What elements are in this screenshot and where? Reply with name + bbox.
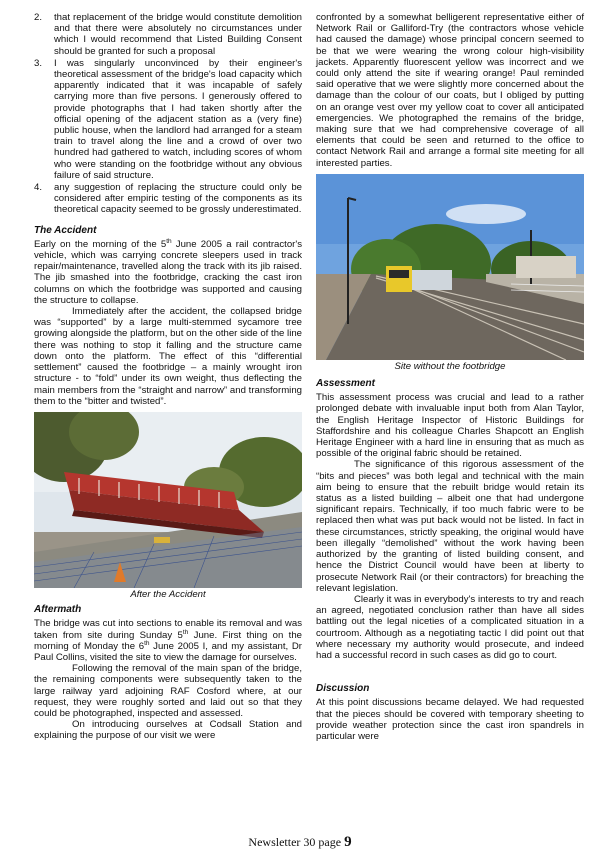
page-number: 9 [344, 834, 352, 850]
right-column [316, 12, 584, 742]
list-item: 3. I was singularly unconvinced by their engineer's theoretical assessment of the bridge's load capacity which apparently indicated that it was incapable of safely carrying more than five persons. I generously offered to provide photographs that I had taken shortly after the official opening of the adjacent station as a (very fine) public house, when the landlord had arranged for a steam train to travel along the line and a crowd of over two hundred had gathered to watch, including scores of whom who were standing on the footbridge without any obvious failure of said structure. [34, 57, 302, 181]
list-item: 2. that replacement of the bridge would constitute demolition and that there were absolutely no circumstances under which I would recommend that Listed Building Consent should be granted for such a proposal [34, 12, 302, 57]
accident-heading: The Accident [34, 224, 97, 236]
photo-caption-after-accident: After the Accident [130, 588, 206, 600]
assessment-paragraph-3: Clearly it was in everybody's interests to try and reach an agreed, negotiated conclusion rather than have all sides battling out the legal niceties of a complicated situation in a courtroom. Although as a negotiating tactic I did point out that where necessary my authority would prosecute, and indeed had a successful record in such cases as did go to court. [316, 593, 584, 661]
accident-paragraph-1: Early on the morning of the 5th June 2005 a rail contractor's vehicle, which was carrying concrete sleepers used in track repair/maintenance, travelled along the track with its jib raised. The jib smashed into the footbridge, cracking the cast iron columns on which the footbridge was supported and causing the structure to collapse. [34, 237, 302, 306]
station-photo [316, 174, 584, 360]
site-visit-paragraph: confronted by a somewhat belligerent representative either of Network Rail or Galliford-Try (the contractors whose vehicle had caused the damage) whose principal concern seemed to be that we were wearing the wrong colour high-visibility jackets. Apparently fluorescent yellow was incorrect and we could only attend the site if wearing orange! Paul reminded said operative that we were slightly more concerned about the damage than the colour of our coats, but I obliged by putting on an orange vest over my yellow coat to cover all anticipated emergencies. We photographed the remains of the bridge, making sure that we had comprehensive coverage of all elements that could be seen and returned to the office to contact Network Rail and arrange a formal site meeting for all interested parties. [316, 12, 584, 169]
assessment-paragraph-1: This assessment process was crucial and lead to a rather prolonged debate with invaluable input both from Alan Taylor, the English Heritage Inspector of Historic Buildings for Staffordshire and his colleague Charles Shapcott an English Heritage Engineer with a hard line in ensuring that as much as possible of the original fabric should be retained. [316, 392, 584, 460]
numbered-list [34, 12, 302, 216]
photo-caption-site: Site without the footbridge [394, 360, 506, 372]
list-item: 4. any suggestion of replacing the structure could only be considered after empiric testing of the components as its theoretical capacity seemed to be grossly underestimated. [34, 182, 302, 216]
aftermath-paragraph-2: Following the removal of the main span of the bridge, the remaining components were subsequently taken to the large railway yard adjoining RAF Cosford where, at our request, they were roughly sorted and laid out so that they could be photographed, inspected and assessed. [34, 663, 302, 719]
accident-paragraph-2: Immediately after the accident, the collapsed bridge was “supported” by a large multi-stemmed sycamore tree growing alongside the platform, but on the other side of the line there was nothing to stop it falling and the structure came down onto the platform. The effect of this “differential settlement” caused the footbridge – a mainly wrought iron structure - to “fold” under its own weight, thus deflecting the main members from the “straight and narrow” and transforming them to the “bitter and twisted”. [34, 306, 302, 407]
aftermath-paragraph-3: On introducing ourselves at Codsall Station and explaining the purpose of our visit we were [34, 719, 302, 742]
assessment-paragraph-2: The significance of this rigorous assessment of the “bits and pieces” was both legal and technical with the main aim being to ensure that the rebuilt bridge would retain its status as a listed building – albeit one that had undergone significant repairs. Technically, if too much fabric were to be replaced then what was put back would not be listed. In fact in these circumstances, strictly speaking, the original would have been illegally “demolished” without the work having been authorized by the granting of listed building consent, and hence the District Council would have been at liberty to prosecute Network Rail (or their contractors) for breaching the relevant legislation. [316, 459, 584, 594]
discussion-paragraph-1: At this point discussions became delayed. We had requested that the pieces should be covered with temporary sheeting to provide weather protection since the cast iron spandrels in particular were [316, 697, 584, 742]
footer-label: Newsletter 30 page [248, 835, 345, 849]
discussion-heading: Discussion [316, 683, 370, 695]
assessment-heading: Assessment [316, 378, 375, 390]
aftermath-paragraph-1: The bridge was cut into sections to enable its removal and was taken from site during Sunday 5th June. First thing on the morning of Monday the 6th June 2005 I, and my assistant, Dr Paul Collins, visited the site to view the damage for ourselves. [34, 618, 302, 663]
collapsed-bridge-photo [34, 412, 302, 588]
photo-after-accident [34, 412, 302, 588]
aftermath-heading: Aftermath [34, 604, 82, 616]
page-footer [0, 834, 600, 851]
photo-site-without-footbridge [316, 174, 584, 360]
left-column [34, 12, 302, 742]
